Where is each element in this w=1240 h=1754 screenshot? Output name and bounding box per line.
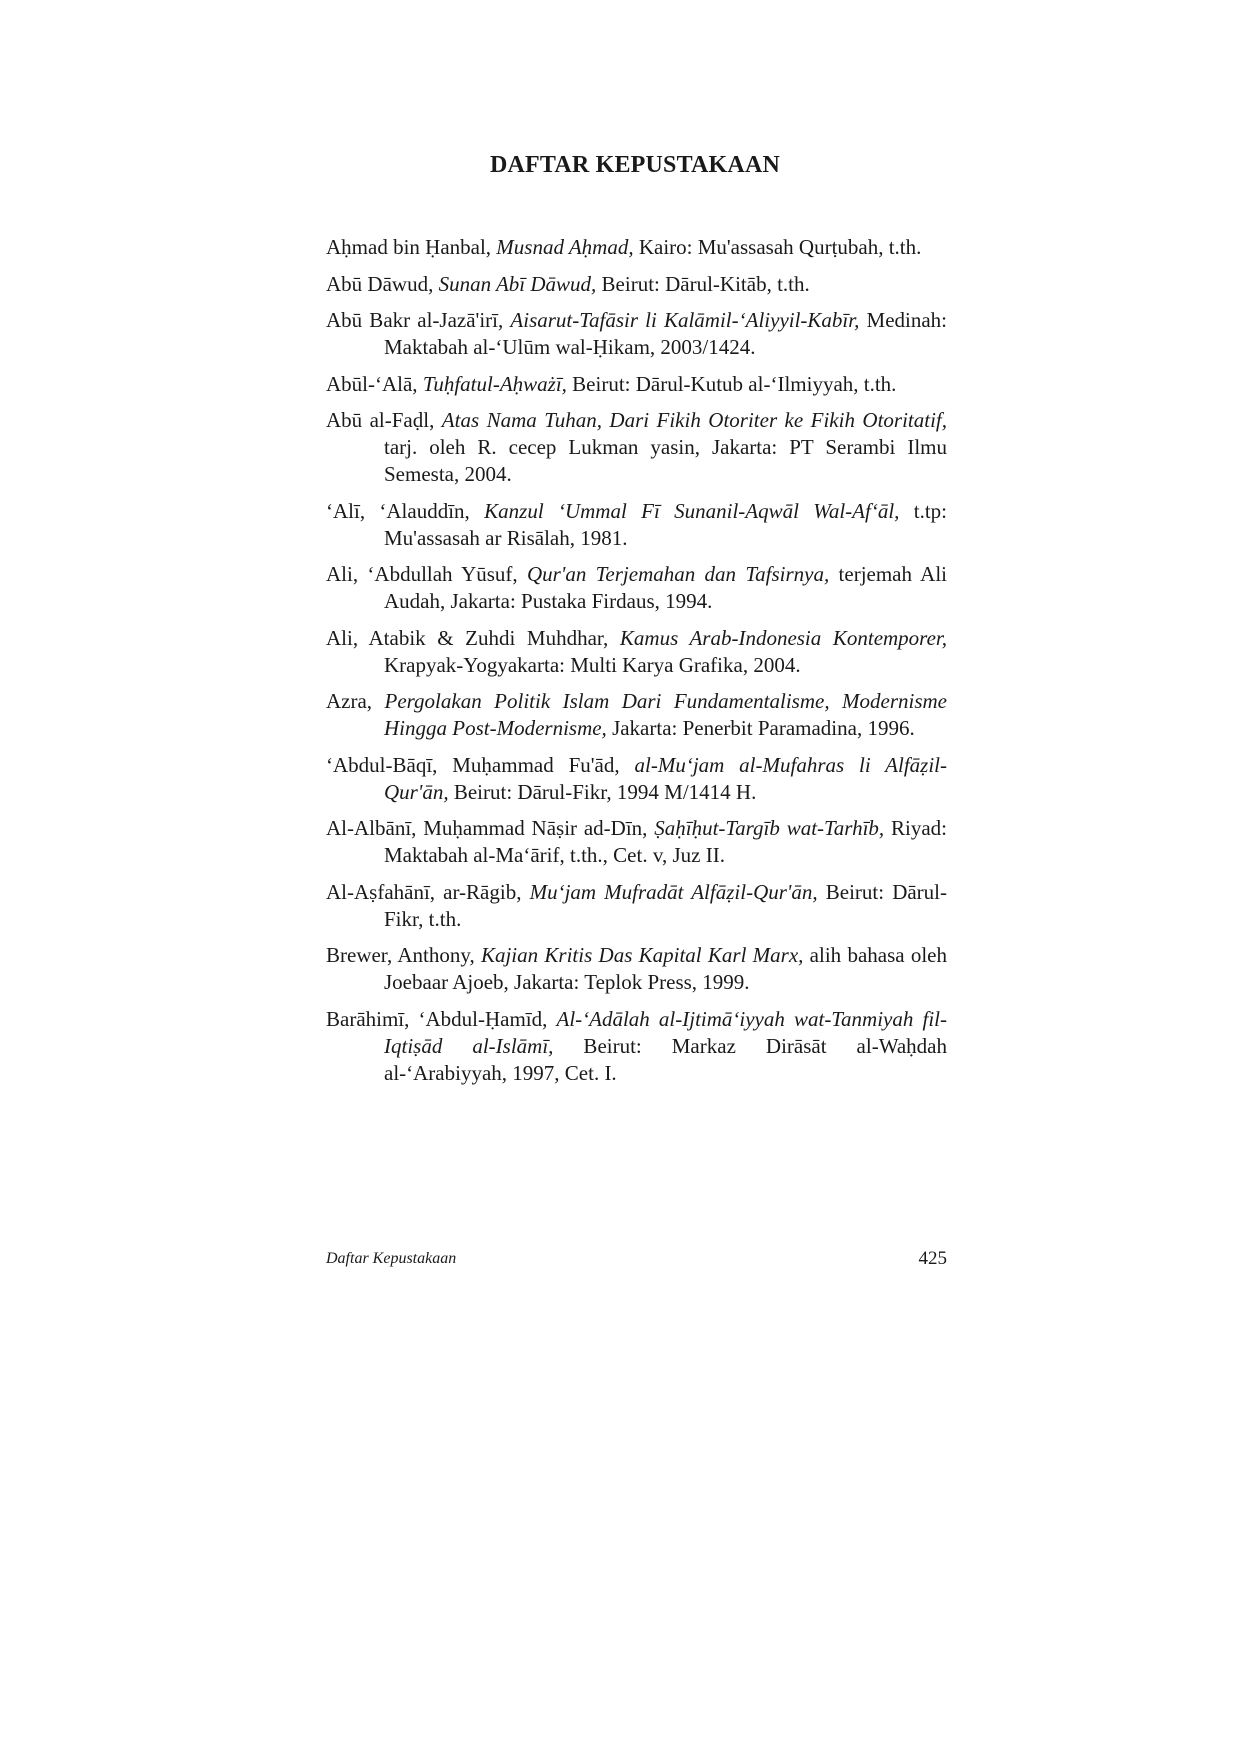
entry-author: Azra, (326, 689, 385, 713)
entry-title: Kajian Kritis Das Kapital Karl Marx, (480, 943, 804, 967)
entry-publication: Beirut: Markaz Dirāsāt al-Waḥdah al-‘Arabiyyah, 1997, Cet. I. (384, 1033, 947, 1085)
entry-author: Ali, ‘Abdullah Yūsuf, (326, 562, 528, 586)
bibliography-entry (326, 271, 947, 298)
page-number: 425 (918, 1248, 947, 1269)
entry-title: Atas Nama Tuhan, Dari Fikih Otoriter ke Fikih Otoritatif, (441, 408, 948, 432)
bibliography-entry (326, 688, 947, 742)
entry-publication: Beirut: Dārul-Kitāb, t.th. (596, 271, 810, 296)
bibliography-list (326, 234, 947, 1096)
entry-title: Al-‘Adālah al-Ijtimā‘iyyah wat-Tanmiyah fil-Iqtiṣād al-Islāmī, (384, 1006, 947, 1058)
page-title: DAFTAR KEPUSTAKAAN (489, 152, 781, 178)
bibliography-entry (326, 752, 947, 806)
entry-title: Ṣaḥīḥut-Targīb wat-Tarhīb, (654, 816, 885, 840)
entry-publication: Jakarta: Penerbit Paramadina, 1996. (606, 716, 915, 740)
bibliography-entry (326, 815, 947, 869)
entry-author: ‘Abdul-Bāqī, Muḥammad Fu'ād, (326, 752, 635, 777)
bibliography-entry (326, 307, 947, 361)
entry-author: Al-Albānī, Muḥammad Nāṣir ad-Dīn, (326, 816, 655, 840)
bibliography-entry (326, 371, 947, 398)
entry-publication: t.tp: Mu'assasah ar Risālah, 1981. (384, 498, 948, 550)
entry-title: Kamus Arab-Indonesia Kontemporer, (619, 625, 947, 650)
entry-author: Ali, Atabik & Zuhdi Muhdhar, (326, 625, 620, 650)
entry-title: Tuḥfatul-Aḥważī, (422, 371, 567, 396)
entry-publication: tarj. oleh R. cecep Lukman yasin, Jakarta: PT Serambi Ilmu Semesta, 2004. (384, 435, 947, 486)
entry-author: Al-Aṣfahānī, ar-Rāgib, (326, 879, 530, 904)
bibliography-entry (326, 407, 947, 488)
bibliography-entry (326, 879, 947, 933)
entry-title: Sunan Abī Dāwud, (438, 271, 597, 296)
entry-author: Brewer, Anthony, (326, 943, 481, 967)
entry-title: Musnad Aḥmad, (496, 235, 634, 259)
entry-author: Abū al-Faḍl, (326, 408, 442, 432)
entry-publication: Beirut: Dārul-Fikr, t.th. (384, 879, 948, 931)
entry-publication: Beirut: Dārul-Kutub al-‘Ilmiyyah, t.th. (566, 371, 897, 396)
entry-publication: Riyad: Maktabah al-Ma‘ārif, t.th., Cet. v, Juz II. (384, 816, 947, 867)
entry-author: Barāhimī, ‘Abdul-Ḥamīd, (326, 1006, 557, 1031)
entry-title: Kanzul ‘Ummal Fī Sunanil-Aqwāl Wal-Af‘āl, (484, 498, 900, 523)
entry-author: Aḥmad bin Ḥanbal, (326, 235, 497, 259)
entry-title: Qur'an Terjemahan dan Tafsirnya, (527, 562, 830, 586)
bibliography-entry (326, 498, 947, 552)
bibliography-entry (326, 234, 947, 261)
bibliography-entry (326, 1006, 947, 1087)
entry-title: al-Mu‘jam al-Mufahras li Alfāẓil-Qur'ān, (384, 752, 948, 804)
entry-author: Abūl-‘Alā, (326, 371, 423, 396)
entry-publication: Krapyak-Yogyakarta: Multi Karya Grafika, 2004. (384, 652, 801, 677)
entry-author: Abū Dāwud, (326, 271, 439, 296)
entry-publication: terjemah Ali Audah, Jakarta: Pustaka Firdaus, 1994. (384, 562, 947, 613)
bibliography-entry (326, 561, 947, 615)
footer-running-title: Daftar Kepustakaan (326, 1250, 457, 1267)
entry-title: Pergolakan Politik Islam Dari Fundamentalisme, Modernisme Hingga Post-Modernisme, (384, 689, 947, 740)
bibliography-entry (326, 942, 947, 996)
entry-author: ‘Alī, ‘Alauddīn, (326, 498, 485, 523)
bibliography-entry (326, 625, 947, 679)
entry-publication: Kairo: Mu'assasah Qurṭubah, t.th. (633, 235, 922, 259)
entry-author: Abū Bakr al-Jazā'irī, (326, 308, 511, 332)
entry-title: Aisarut-Tafāsir li Kalāmil-‘Aliyyil-Kabīr, (510, 308, 860, 332)
entry-publication: alih bahasa oleh Joebaar Ajoeb, Jakarta: Teplok Press, 1999. (384, 943, 947, 994)
entry-publication: Beirut: Dārul-Fikr, 1994 M/1414 H. (448, 779, 757, 804)
entry-title: Mu‘jam Mufradāt Alfāẓil-Qur'ān, (529, 879, 818, 904)
entry-publication: Medinah: Maktabah al-‘Ulūm wal-Ḥikam, 2003/1424. (384, 308, 948, 359)
